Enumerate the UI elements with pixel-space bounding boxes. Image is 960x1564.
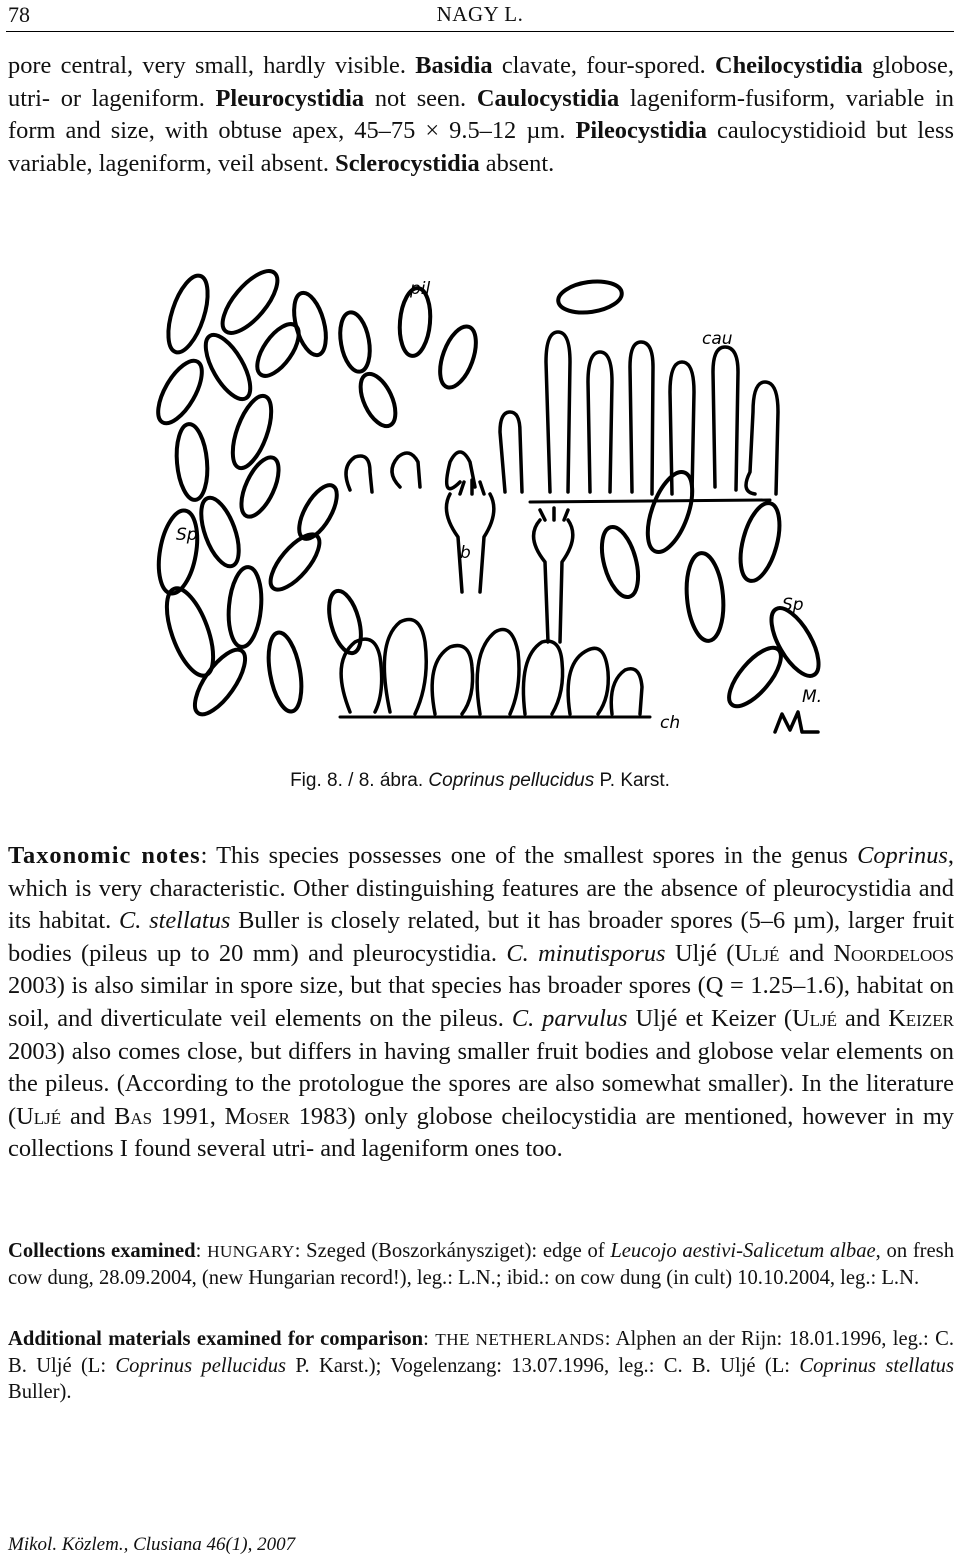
additional-materials-paragraph: Additional materials examined for comparison: THE NETHERLANDS: Alphen an der Rijn: 18.01.1996, leg.: C. B. Uljé (L: Coprinus pellucidus P. Karst.); Vogelenzang: 13.07.1996, leg.: C. B. Uljé (L: Coprinus stellatus Buller). xyxy=(8,1328,954,1404)
additional-materials-heading: Additional materials examined for comparison xyxy=(8,1328,424,1350)
term-sclerocystidia: Sclerocystidia xyxy=(335,149,480,177)
description-paragraph: pore central, very small, hardly visible. Basidia clavate, four-spored. Cheilocystidia globose, utri- or lageniform. Pleurocystidia not seen. Caulocystidia lageniform-fusiform, variable in form and size, with obtuse apex, 45–75 × 9.5–12 µm. Pileocystidia caulocystidioid but less variable, lageniform, veil absent. Sclerocystidia absent. xyxy=(8,52,954,177)
term-basidia: Basidia xyxy=(415,52,493,79)
label-ch: ch xyxy=(660,713,681,733)
term-pileocystidia: Pileocystidia xyxy=(575,117,707,145)
label-sp-left: Sp xyxy=(176,525,198,545)
term-caulocystidia: Caulocystidia xyxy=(476,84,620,112)
header-rule xyxy=(6,31,954,32)
collections-heading: Collections examined xyxy=(8,1240,196,1262)
term-pleurocystidia: Pleurocystidia xyxy=(215,84,365,112)
page-number: 78 xyxy=(8,2,30,27)
term-cheilocystidia: Cheilocystidia xyxy=(715,52,863,79)
signature-mark xyxy=(775,712,818,732)
label-signature: M. xyxy=(802,687,823,707)
microscopy-drawing xyxy=(150,262,825,740)
taxonomic-notes-paragraph: Taxonomic notes: This species possesses one of the smallest spores in the genus Coprinus, which is very characteristic. Other distinguishing features are the absence of pleurocystidia and its habitat. C. stellatus Buller is closely related, but it has broader spores (5–6 µm), larger fruit bodies (pileus up to 20 mm) and pleurocystidia. C. minutisporus Uljé (Uljé and Noordeloos 2003) is also similar in spore size, but that species has broader spores (Q = 1.25–1.6), habitat on soil, and diverticulate veil elements on the pileus. C. parvulus Uljé et Keizer (Uljé and Keizer 2003) also comes close, but differs in having smaller fruit bodies and globose velar elements on the pileus. (According to the protologue the spores are also somewhat smaller). In the literature (Uljé and Bas 1991, Moser 1983) only globose cheilocystidia are mentioned, however in my collections I found several utri- and lageniform ones too. xyxy=(8,842,955,1163)
caption-species: Coprinus pellucidus xyxy=(428,770,595,791)
cheilocystidia-group xyxy=(340,620,650,718)
label-b: b xyxy=(460,543,471,563)
label-cau: cau xyxy=(702,329,733,349)
taxonomic-notes-heading: Taxonomic notes xyxy=(8,842,201,869)
collections-paragraph: Collections examined: HUNGARY: Szeged (Boszorkánysziget): edge of Leucojo aestivi-Salicetum albae, on fresh cow dung, 28.09.2004, (new Hungarian record!), leg.: L.N.; ibid.: on cow dung (in cult) 10.10.2004, leg.: L.N. xyxy=(8,1240,954,1290)
running-head-author: NAGY L. xyxy=(436,2,524,26)
running-header xyxy=(0,0,960,30)
label-sp-right: Sp xyxy=(782,595,804,615)
label-pil: pil xyxy=(410,279,431,299)
journal-citation: Mikol. Közlem., Clusiana 46(1), 2007 xyxy=(8,1534,296,1555)
figure-caption: Fig. 8. / 8. ábra. Coprinus pellucidus P. Karst. xyxy=(290,770,670,791)
